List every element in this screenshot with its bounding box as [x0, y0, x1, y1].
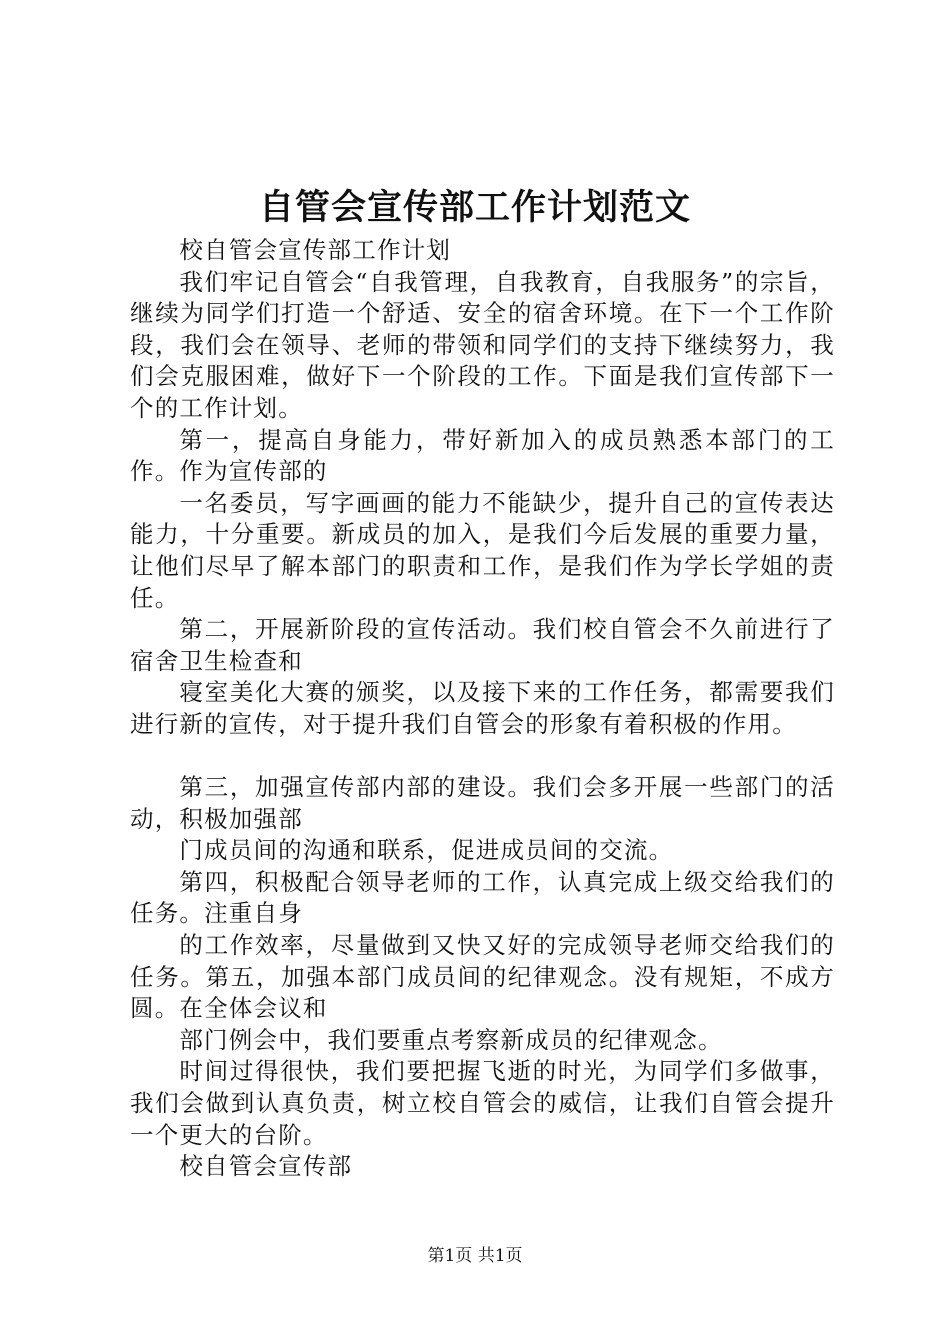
paragraph-first-b: 一名委员，写字画画的能力不能缺少，提升自己的宣传表达能力，十分重要。新成员的加入，是我们今后发展的重要力量，让他们尽早了解本部门的职责和工作，是我们作为学长学姐的责任。 [130, 488, 835, 612]
paragraph-third-a: 第三，加强宣传部内部的建设。我们会多开展一些部门的活动，积极加强部 [130, 773, 835, 833]
paragraph-fourth-b: 的工作效率，尽量做到又快又好的完成领导老师交给我们的任务。第五，加强本部门成员间的纪律观念。没有规矩，不成方圆。在全体会议和 [130, 931, 835, 1023]
paragraph-first-a: 第一，提高自身能力，带好新加入的成员熟悉本部门的工作。作为宣传部的 [130, 425, 835, 486]
paragraph-second-a: 第二，开展新阶段的宣传活动。我们校自管会不久前进行了宿舍卫生检查和 [130, 615, 835, 675]
paragraph-fourth-a: 第四，积极配合领导老师的工作，认真完成上级交给我们的任务。注重自身 [130, 867, 835, 928]
paragraph-closing: 时间过得很快，我们要把握飞逝的时光，为同学们多做事，我们会做到认真负责，树立校自管会的威信，让我们自管会提升一个更大的台阶。 [130, 1057, 835, 1149]
page-footer: 第1页 共1页 [427, 1246, 523, 1266]
paragraph-second-b: 寝室美化大赛的颁奖，以及接下来的工作任务，都需要我们进行新的宣传，对于提升我们自管会的形象有着积极的作用。 [130, 678, 835, 738]
paragraph-fifth-b: 部门例会中，我们要重点考察新成员的纪律观念。 [179, 1025, 723, 1054]
blank-line [130, 741, 835, 773]
document-title: 自管会宣传部工作计划范文 [258, 187, 691, 228]
paragraph-third-b: 门成员间的沟通和联系，促进成员间的交流。 [179, 836, 674, 865]
paragraph-intro: 我们牢记自管会“自我管理，自我教育，自我服务”的宗旨，继续为同学们打造一个舒适、安全的宿舍环境。在下一个工作阶段，我们会在领导、老师的带领和同学们的支持下继续努力，我们会克服困难，做好下一个阶段的工作。下面是我们宣传部下一个的工作计划。 [130, 267, 835, 422]
document-body [130, 235, 835, 1183]
paragraph-heading: 校自管会宣传部工作计划 [179, 236, 452, 264]
paragraph-signature: 校自管会宣传部 [179, 1152, 353, 1181]
